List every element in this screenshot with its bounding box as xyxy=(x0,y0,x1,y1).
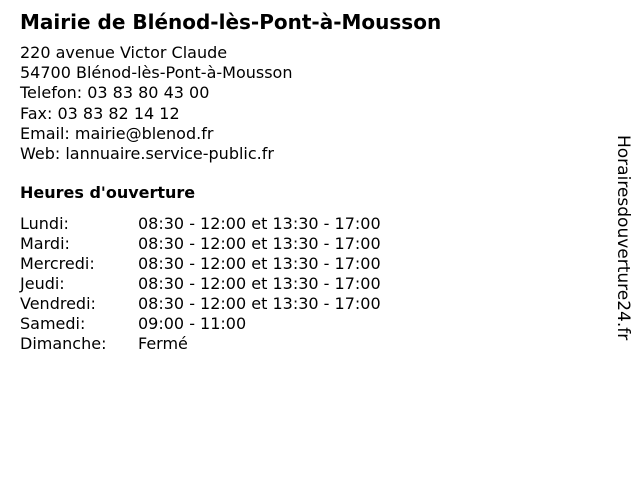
time-value: 08:30 - 12:00 et 13:30 - 17:00 xyxy=(138,254,381,273)
phone-number: Telefon: 03 83 80 43 00 xyxy=(20,83,210,103)
hours-row-wednesday xyxy=(20,254,440,274)
hours-row-saturday xyxy=(20,314,440,334)
fax-number: Fax: 03 83 82 14 12 xyxy=(20,103,180,123)
day-label: Mardi: xyxy=(20,234,70,253)
day-label: Mercredi: xyxy=(20,254,95,273)
hours-row-friday xyxy=(20,294,440,314)
day-label: Vendredi: xyxy=(20,294,96,313)
opening-hours-table xyxy=(20,214,440,354)
time-value: 08:30 - 12:00 et 13:30 - 17:00 xyxy=(138,294,381,313)
day-label: Jeudi: xyxy=(20,274,65,293)
site-watermark: Horairesdouverture24.fr xyxy=(613,135,633,341)
day-label: Lundi: xyxy=(20,214,69,233)
time-value: 08:30 - 12:00 et 13:30 - 17:00 xyxy=(138,214,381,233)
time-value: 08:30 - 12:00 et 13:30 - 17:00 xyxy=(138,234,381,253)
hours-row-monday xyxy=(20,214,440,234)
time-value: 08:30 - 12:00 et 13:30 - 17:00 xyxy=(138,274,381,293)
hours-row-tuesday xyxy=(20,234,440,254)
page-title: Mairie de Blénod-lès-Pont-à-Mousson xyxy=(20,10,442,34)
address-line-city: 54700 Blénod-lès-Pont-à-Mousson xyxy=(20,63,293,83)
day-label: Samedi: xyxy=(20,314,86,333)
contact-info xyxy=(20,43,292,164)
time-value: Fermé xyxy=(138,334,188,353)
time-value: 09:00 - 11:00 xyxy=(138,314,247,333)
hours-heading: Heures d'ouverture xyxy=(20,183,196,202)
website: Web: lannuaire.service-public.fr xyxy=(20,143,274,163)
hours-row-thursday xyxy=(20,274,440,294)
address-line-street: 220 avenue Victor Claude xyxy=(20,43,228,62)
hours-row-sunday xyxy=(20,334,440,354)
day-label: Dimanche: xyxy=(20,334,107,353)
email-address: Email: mairie@blenod.fr xyxy=(20,123,214,143)
